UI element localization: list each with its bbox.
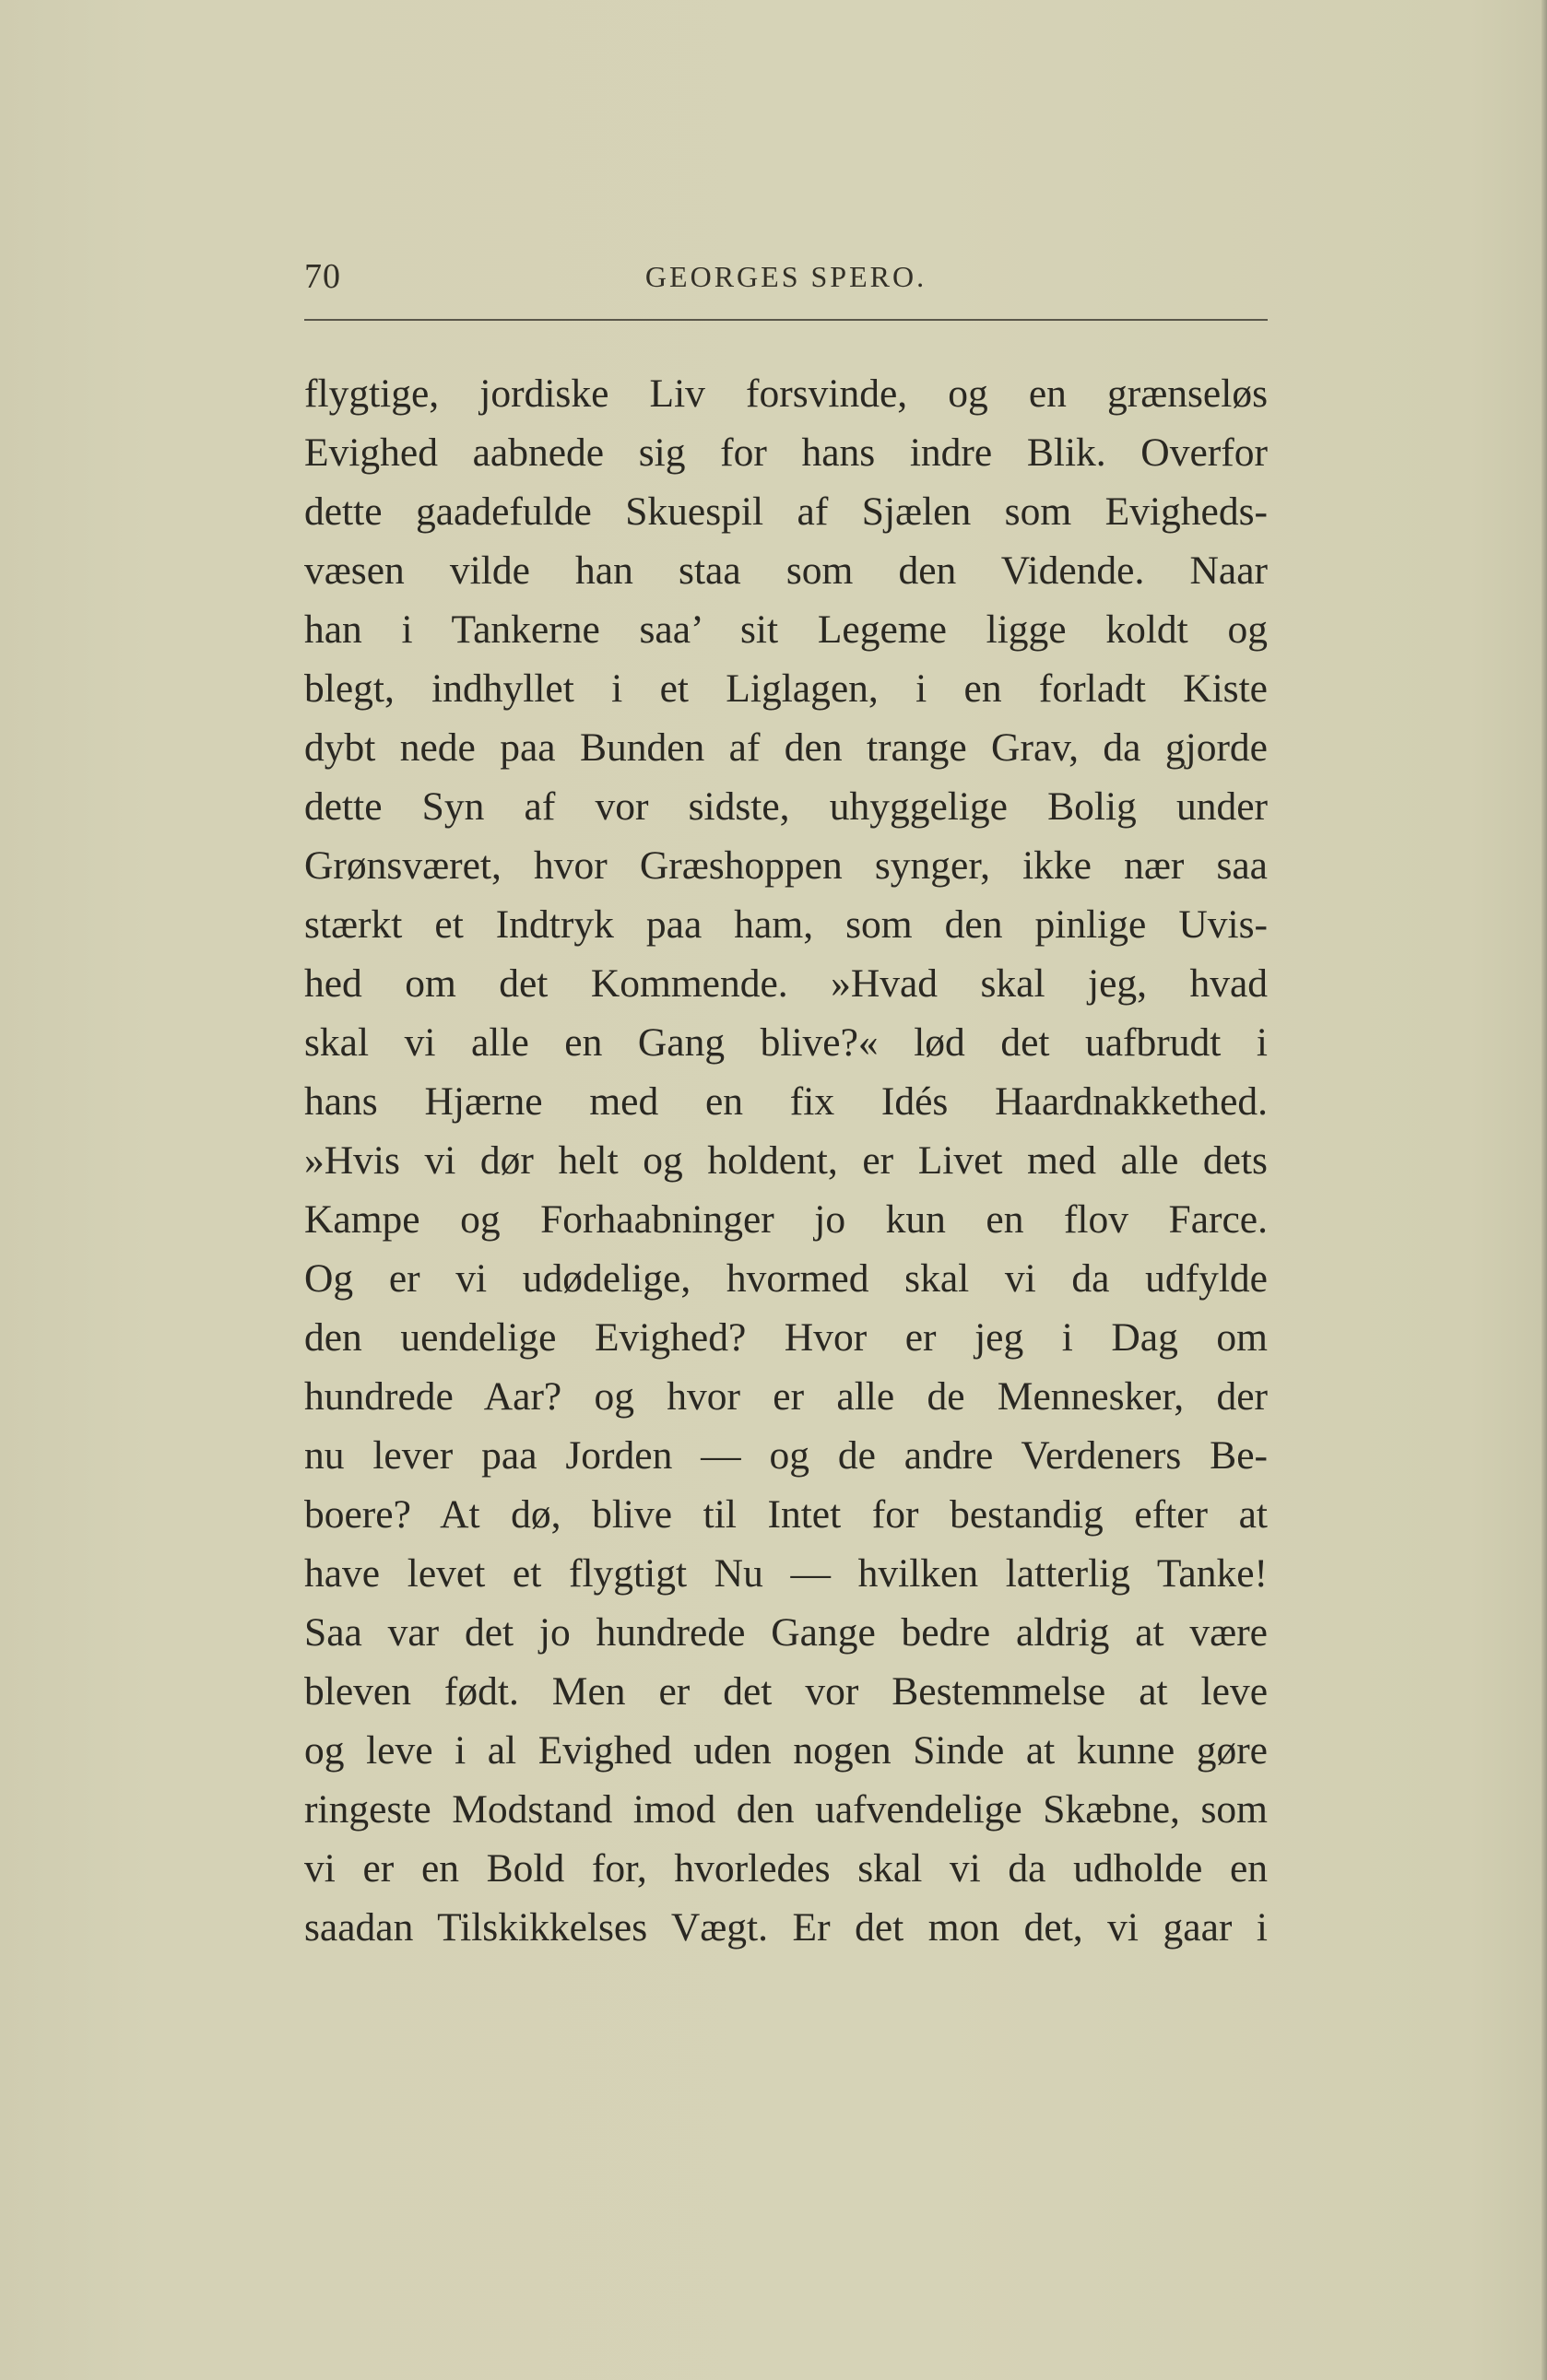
text-line: Saa var det jo hundrede Gange bedre aldrig at være <box>304 1610 1268 1655</box>
page-header <box>304 256 1268 300</box>
text-line: og leve i al Evighed uden nogen Sinde at kunne gøre <box>304 1728 1268 1773</box>
page-edge <box>1541 0 1547 2380</box>
text-line: ringeste Modstand imod den uafvendelige Skæbne, som <box>304 1787 1268 1832</box>
text-line: hundrede Aar? og hvor er alle de Mennesker, der <box>304 1374 1268 1419</box>
text-line: saadan Tilskikkelses Vægt. Er det mon det, vi gaar i <box>304 1905 1268 1950</box>
text-line: vi er en Bold for, hvorledes skal vi da udholde en <box>304 1846 1268 1891</box>
text-line: flygtige, jordiske Liv forsvinde, og en grænseløs <box>304 371 1268 416</box>
text-line: Grønsværet, hvor Græshoppen synger, ikke nær saa <box>304 843 1268 888</box>
text-line: stærkt et Indtryk paa ham, som den pinlige Uvis- <box>304 902 1268 947</box>
text-line: dybt nede paa Bunden af den trange Grav, da gjorde <box>304 725 1268 770</box>
text-line: boere? At dø, blive til Intet for bestandig efter at <box>304 1492 1268 1537</box>
text-line: skal vi alle en Gang blive?« lød det uafbrudt i <box>304 1020 1268 1065</box>
text-line: den uendelige Evighed? Hvor er jeg i Dag om <box>304 1315 1268 1360</box>
text-line: blegt, indhyllet i et Liglagen, i en forladt Kiste <box>304 666 1268 711</box>
text-line: have levet et flygtigt Nu — hvilken latterlig Tanke! <box>304 1551 1268 1596</box>
text-line: bleven født. Men er det vor Bestemmelse at leve <box>304 1669 1268 1714</box>
text-line: dette Syn af vor sidste, uhyggelige Bolig under <box>304 784 1268 829</box>
text-line: nu lever paa Jorden — og de andre Verdeners Be- <box>304 1433 1268 1478</box>
text-line: Evighed aabnede sig for hans indre Blik. Overfor <box>304 430 1268 475</box>
text-line: Og er vi udødelige, hvormed skal vi da udfylde <box>304 1256 1268 1301</box>
text-line: han i Tankerne saa’ sit Legeme ligge koldt og <box>304 607 1268 652</box>
text-line: dette gaadefulde Skuespil af Sjælen som Evigheds- <box>304 489 1268 534</box>
text-line: væsen vilde han staa som den Vidende. Naar <box>304 548 1268 593</box>
text-line: hans Hjærne med en fix Idés Haardnakkethed. <box>304 1079 1268 1124</box>
body-text <box>304 364 1268 1957</box>
text-line: »Hvis vi dør helt og holdent, er Livet med alle dets <box>304 1138 1268 1183</box>
text-line: hed om det Kommende. »Hvad skal jeg, hvad <box>304 961 1268 1006</box>
running-head: GEORGES SPERO. <box>644 260 927 293</box>
page-number: 70 <box>304 257 341 296</box>
text-line: Kampe og Forhaabninger jo kun en flov Farce. <box>304 1197 1268 1242</box>
header-rule <box>304 319 1268 321</box>
